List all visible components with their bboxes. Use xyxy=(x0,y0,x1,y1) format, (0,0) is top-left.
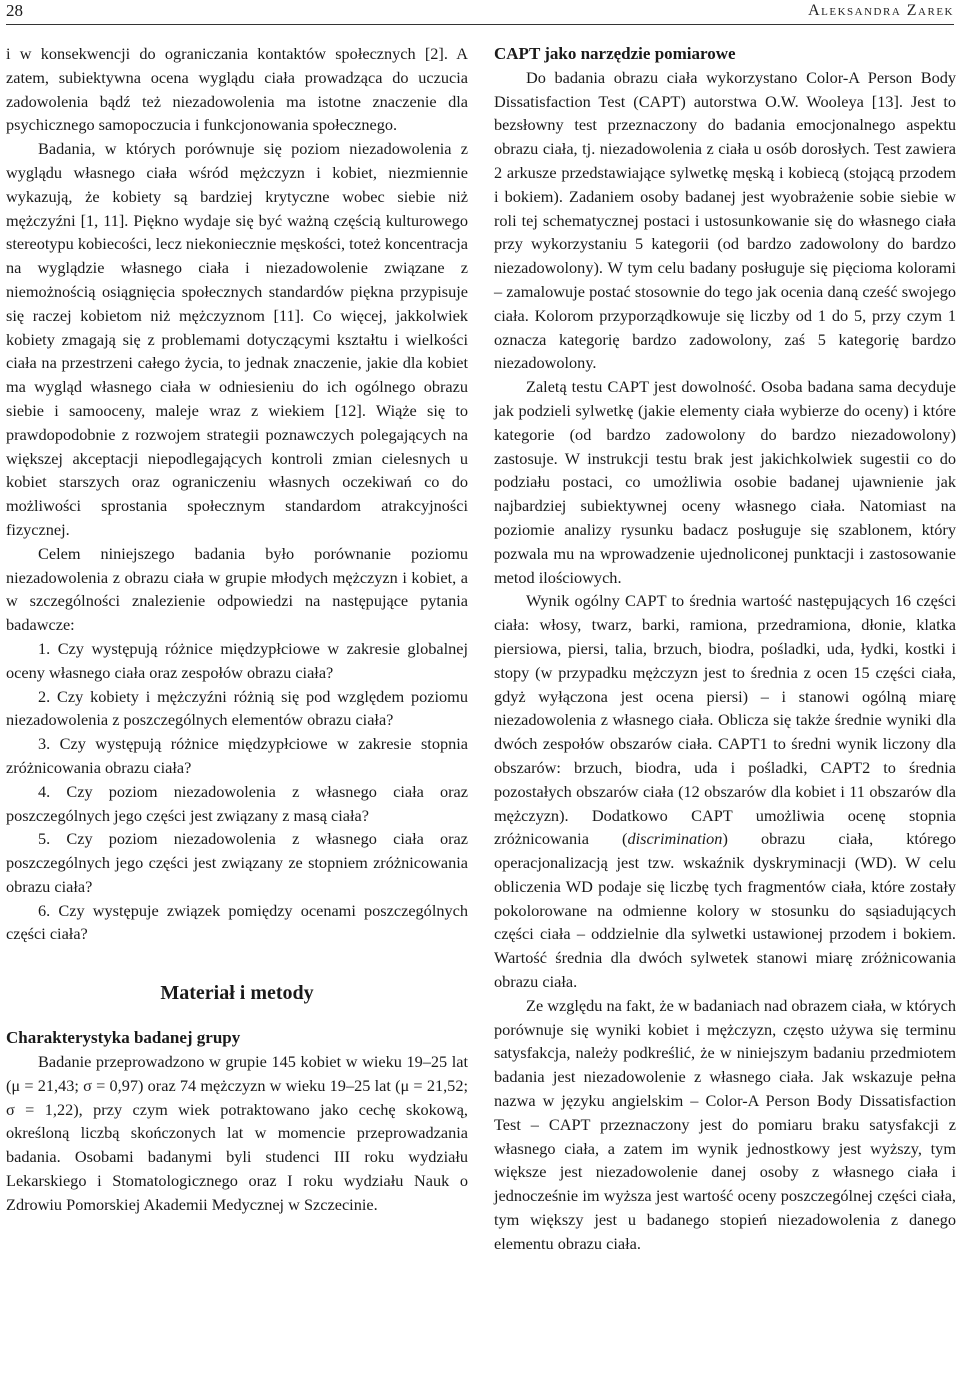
right-column xyxy=(494,42,956,1256)
text-run: Wynik ogólny CAPT to średnia wartość następujących 16 części ciała: włosy, twarz, barki, ramiona, przedramiona, dłonie, klatka piersiowa, piersi, talia, brzuch, biodra, pośladki, uda, łydki, kostki i stopy (w przypadku mężczyzn jest to średnia z ocen 15 części ciała, gdyż wyłączona jest ocena piersi) – i stanowi ogólną miarę niezadowolenia z własnego ciała. Oblicza się także średnie wyniki dla dwóch zespołów obszarów ciała. CAPT1 to średni wynik liczony dla obszarów: brzuch, biodra, uda i pośladki, CAPT2 to średnia pozostałych obszarów ciała (12 obszarów dla kobiet i 11 obszarów dla mężczyzn). Dodatkowo CAPT umożliwia ocenę stopnia zróżnicowania ( xyxy=(494,591,956,849)
subsection-title: Charakterystyka badanej grupy xyxy=(6,1028,241,1048)
research-question: 3. Czy występują różnice międzypłciowe w zakresie stopnia zróżnicowania obrazu ciała? xyxy=(6,734,468,777)
italic-term: discrimination xyxy=(627,829,723,849)
research-question: 6. Czy występuje związek pomiędzy ocenami poszczególnych części ciała? xyxy=(6,900,468,944)
page-header xyxy=(6,0,954,25)
research-question: 4. Czy poziom niezadowolenia z własnego ciała oraz poszczególnych jego części jest związany z masą ciała? xyxy=(6,781,468,825)
paragraph: Badania, w których porównuje się poziom niezadowolenia z wyglądu własnego ciała wśród mężczyzn i kobiet, niezmiennie wykazują, że kobiety są bardziej krytyczne wobec siebie niż mężczyźni [1, 11]. Piękno wydaje się być ważną częścią kulturowego stereotypu kobiecości, lecz niekoniecznie męskości, toteż koncentracja na wyglądzie własnego ciała i niezadowolenie związane z niemożnością osiągnięcia społecznych standardów piękna przypisuje się raczej kobietom niż mężczyznom [11]. Co więcej, jakkolwiek kobiety zmagają się z problemami dotyczącymi kształtu i wielkości ciała na przestrzeni całego życia, to jednak znaczenie, jakie dla kobiet ma wygląd własnego ciała w odniesieniu do ich ogólnego obrazu siebie i samooceny, maleje wraz z wiekiem [12]. Wiąże się to prawdopodobnie z rozwojem strategii poznawczych polegających na większej akceptacji niepodlegających kontroli zmian cielesnych u kobiet starszych oraz ograniczeniu własnych oczekiwań co do możliwości sprostania społecznym standardom atrakcyjności fizycznej. xyxy=(6,139,469,539)
paragraph: Do badania obrazu ciała wykorzystano Color-A Person Body Dissatisfaction Test (CAPT) autorstwa O.W. Wooleya [13]. Jest to bezsłowny test przeznaczony do badania emocjonalnego aspektu obrazu ciała, tj. niezadowolenia z ciała u osób dorosłych. Test zawiera 2 arkusze przedstawiające sylwetkę męską i kobiecą (stojącą przodem i bokiem). Zadaniem osoby badanej jest wyobrażenie sobie siebie w roli tej schematycznej postaci i ustosunkowanie się do własnego ciała przy wykorzystaniu 5 kategorii (od bardzo zadowolony do bardzo niezadowolony). W tym celu badany posługuje się pięcioma kolorami – zamalowuje postać stosownie do tego jak ocenia daną cześć swojego ciała. Kolorom przyporządkowuje się liczby od 1 do 5, przy czym 1 oznacza kategorię bardzo zadowolony, zaś 5 kategorię bardzo niezadowolony. xyxy=(494,67,956,373)
left-column xyxy=(6,42,468,1217)
research-question: 1. Czy występują różnice międzypłciowe w zakresie globalnej oceny własnego ciała oraz zespołów obrazu ciała? xyxy=(6,638,468,682)
research-question: 2. Czy kobiety i mężczyźni różnią się pod względem poziomu niezadowolenia z poszczególnych elementów obrazu ciała? xyxy=(6,686,468,730)
paragraph: Badanie przeprowadzono w grupie 145 kobiet w wieku 19–25 lat (μ = 21,43; σ = 0,97) oraz 74 mężczyzn w wieku 19–25 lat (μ = 21,52; σ = 1,22), przy czym wiek potraktowano jako cechę skokową, określoną liczbą skończonych lat w momencie przeprowadzania badania. Osobami badanymi byli studenci III roku wydziału Lekarskiego i Stomatologicznego oraz I roku wydziału Nauk o Zdrowiu Pomorskiej Akademii Medycznej w Szczecinie. xyxy=(6,1052,468,1214)
section-title: Materiał i metody xyxy=(160,982,314,1005)
research-question: 5. Czy poziom niezadowolenia z własnego ciała oraz poszczególnych jego części jest związany ze stopniem zróżnicowania obrazu ciała? xyxy=(6,829,468,896)
paragraph: Celem niniejszego badania było porównanie poziomu niezadowolenia z obrazu ciała w grupie młodych mężczyzn i kobiet, a w szczególności znalezienie odpowiedzi na następujące pytania badawcze: xyxy=(6,543,468,635)
page-number: 28 xyxy=(6,1,23,20)
paragraph: i w konsekwencji do ograniczania kontaktów społecznych [2]. A zatem, subiektywna ocena wyglądu ciała prowadząca do uczucia zadowolenia bądź też niezadowolenia ma istotne znaczenie dla psychicznego samopoczucia i funkcjonowania społecznego. xyxy=(6,44,468,135)
text-run: ) obrazu ciała, którego operacjonalizacją jest tzw. wskaźnik dyskryminacji (WD). W celu obliczenia WD podaje się liczbę tych fragmentów ciała, które zostały pokolorowane na odmienne kolory w stosunku do sąsiadujących części ciała – oddzielnie dla sylwetki ustawionej przodem i bokiem. Wartość średnia dla dwóch sylwetek stanowi miarę zróżnicowania obrazu ciała. xyxy=(494,829,956,992)
paragraph: Ze względu na fakt, że w badaniach nad obrazem ciała, w których porównuje się wyniki kobiet i mężczyzn, często używa się terminu satysfakcja, należy podkreślić, że w niniejszym badaniu przedmiotem badania jest niezadowolenie z własnego ciała. Jak wskazuje pełna nazwa w języku angielskim – Color-A Person Body Dissatisfaction Test – CAPT przeznaczony jest do pomiaru braku satysfakcji z własnego ciała, a zatem im wynik jednostkowy jest wyższy, tym większe jest niezadowolenie danej osoby z własnego ciała i jednocześnie im wyższa jest wartość oceny poszczególnej części ciała, tym większy jest u badanego stopień niezadowolenia z danego elementu obrazu ciała. xyxy=(494,995,956,1253)
paragraph xyxy=(494,589,956,994)
paragraph: Zaletą testu CAPT jest dowolność. Osoba badana sama decyduje jak podzieli sylwetkę (jakie elementy ciała wybierze do oceny) i które kategorie (od bardzo zadowolony do bardzo niezadowolony) zastosuje. W instrukcji testu brak jest jakichkolwiek sugestii co do podziału postaci, co umożliwia osobie badanej ujawnienie jak najbardziej subiektywnej oceny własnego ciała. Natomiast na poziomie analizy rysunku badacz posługuje się szablonem, który pozwala mu na wprowadzenie ujednoliconej punktacji i zastosowanie metod ilościowych. xyxy=(494,377,956,587)
subsection-title: CAPT jako narzędzie pomiarowe xyxy=(494,44,736,63)
running-head-author: Aleksandra Zarek xyxy=(808,2,954,19)
